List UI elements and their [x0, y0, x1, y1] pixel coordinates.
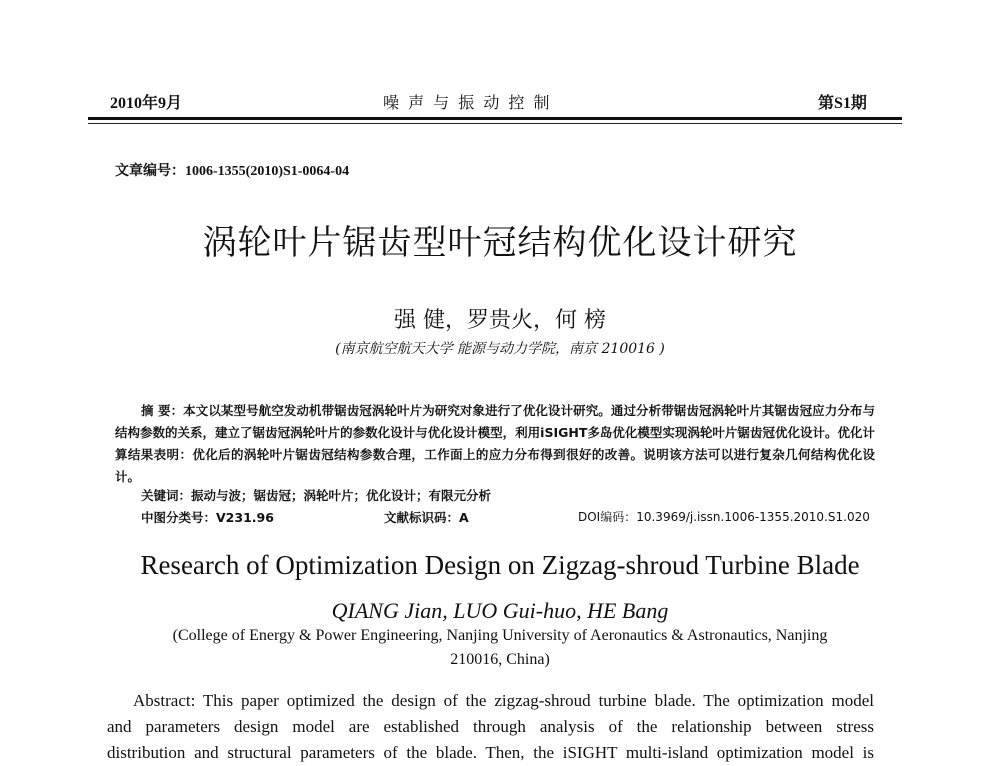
authors-en: QIANG Jian, LUO Gui-huo, HE Bang — [331, 598, 669, 623]
abstract-en-line3: distribution and structural parameters of the blade. Then, the iSIGHT multi-island optimization model is — [107, 743, 874, 762]
abstract-cn-label: 摘 要： — [141, 403, 184, 418]
affiliation-en — [120, 624, 880, 672]
abstract-en — [107, 688, 874, 766]
abstract-en-line2: and parameters design model are established through analysis of the relationship between stress — [107, 717, 874, 736]
doc-code: 文献标识码：A — [384, 510, 469, 525]
abstract-cn — [115, 400, 875, 488]
header-rule — [88, 117, 902, 120]
header-rule-thin — [88, 123, 902, 124]
affiliation-en-line1: (College of Energy & Power Engineering, Nanjing University of Aeronautics & Astronautics, Nanjing — [172, 627, 828, 644]
header-journal: 噪 声 与 振 动 控 制 — [383, 93, 552, 112]
affiliation-en-line2: 210016, China) — [450, 651, 550, 668]
affiliation-cn: (南京航空航天大学 能源与动力学院，南京 210016 ) — [335, 341, 665, 357]
abstract-en-line1: Abstract: This paper optimized the design of the zigzag-shroud turbine blade. The optimization model — [133, 691, 874, 710]
authors-cn: 强 健，罗贵火，何 榜 — [394, 308, 606, 333]
doi: DOI编码：10.3969/j.issn.1006-1355.2010.S1.020 — [578, 510, 870, 524]
header-issue: 第S1期 — [818, 95, 867, 112]
title-cn: 涡轮叶片锯齿型叶冠结构优化设计研究 — [202, 223, 798, 263]
keywords-cn: 关键词：振动与波；锯齿冠；涡轮叶片；优化设计；有限元分析 — [141, 488, 492, 503]
header-date: 2010年9月 — [110, 95, 183, 112]
article-number: 文章编号：1006-1355(2010)S1-0064-04 — [115, 164, 350, 179]
abstract-cn-text: 本文以某型号航空发动机带锯齿冠涡轮叶片为研究对象进行了优化设计研究。通过分析带锯齿冠涡轮叶片其锯齿冠应力分布与结构参数的关系，建立了锯齿冠涡轮叶片的参数化设计与优化设计模型，利用iSIGHT多岛优化模型实现涡轮叶片锯齿冠优化设计。优化计算结果表明：优化后的涡轮叶片锯齿冠结构参数合理，工作面上的应力分布得到很好的改善。说明该方法可以进行复杂几何结构优化设计。 — [115, 403, 875, 484]
title-en: Research of Optimization Design on Zigzag-shroud Turbine Blade — [140, 550, 860, 580]
clc-number: 中图分类号：V231.96 — [141, 510, 274, 525]
